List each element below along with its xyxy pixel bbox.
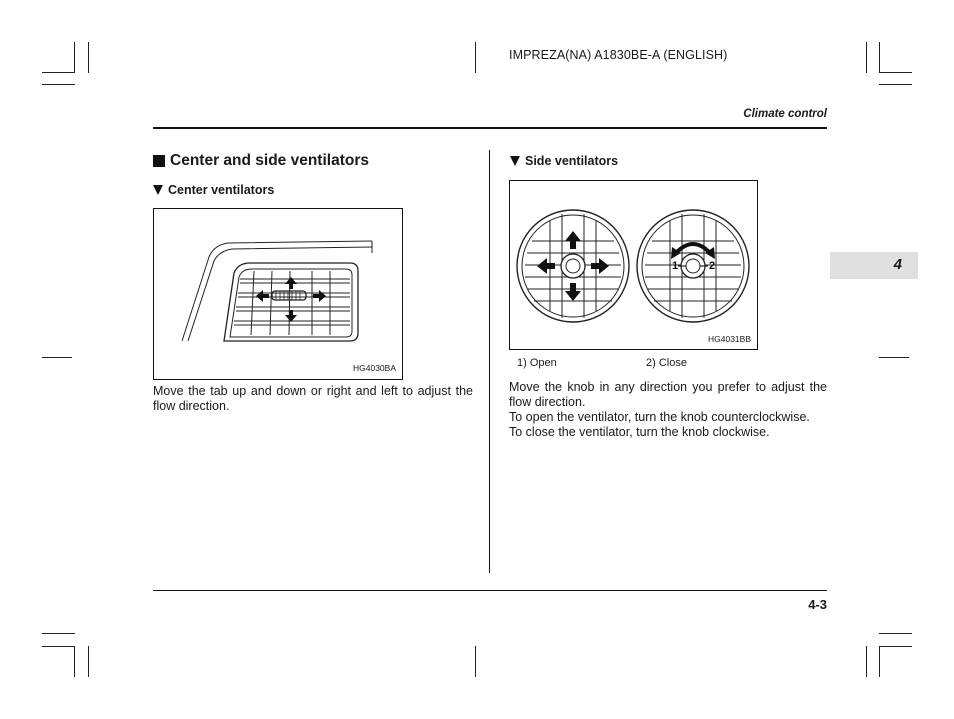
chapter-tab (830, 252, 918, 279)
square-bullet-icon (153, 155, 165, 167)
header-rule (153, 127, 827, 129)
center-ventilator-instructions: Move the tab up and down or right and left to adjust the flow direction. (153, 384, 473, 413)
subheading-text: Center ventilators (168, 183, 275, 197)
center-ventilator-illustration (154, 209, 402, 379)
instruction-paragraph: To open the ventilator, turn the knob counterclockwise. (509, 410, 810, 424)
section-title: Climate control (743, 108, 827, 120)
triangle-bullet-icon (510, 156, 520, 166)
callout-open-number: 1 (672, 260, 679, 272)
column-divider (489, 150, 490, 573)
figure-code: HG4031BB (708, 334, 751, 344)
page-number: 4-3 (808, 597, 827, 612)
legend-close: 2) Close (646, 357, 687, 369)
section-heading-text: Center and side ventilators (170, 152, 369, 169)
section-heading (153, 152, 369, 170)
chapter-number: 4 (893, 256, 902, 273)
document-id: IMPREZA(NA) A1830BE-A (ENGLISH) (509, 48, 728, 62)
triangle-bullet-icon (153, 185, 163, 195)
instruction-paragraph: To close the ventilator, turn the knob clockwise. (509, 425, 770, 439)
side-ventilator-illustration (510, 181, 757, 349)
subheading-text: Side ventilators (525, 154, 619, 168)
side-ventilators-subheading (510, 154, 618, 168)
side-ventilator-instructions (509, 380, 827, 440)
side-ventilator-figure (509, 180, 758, 350)
callout-close-number: 2 (709, 260, 716, 272)
center-ventilator-figure (153, 208, 403, 380)
figure-code: HG4030BA (353, 363, 396, 373)
footer-rule (153, 590, 827, 591)
center-ventilators-subheading (153, 183, 274, 197)
legend-open: 1) Open (517, 357, 557, 369)
instruction-paragraph: Move the knob in any direction you prefer to adjust the flow direction. (509, 380, 827, 409)
